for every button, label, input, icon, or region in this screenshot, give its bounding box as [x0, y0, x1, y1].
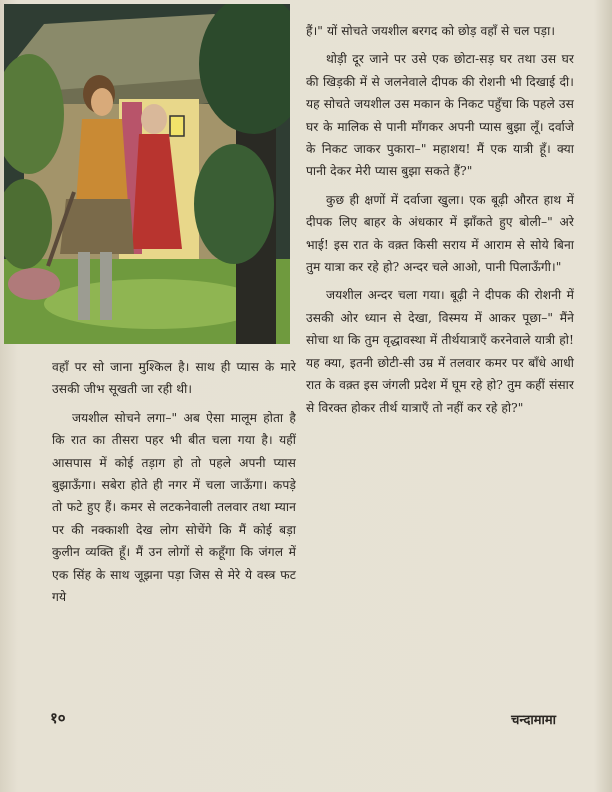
story-illustration	[4, 4, 290, 344]
page-number: १०	[50, 709, 66, 727]
traveller-leg-right	[100, 252, 112, 320]
traveller-face	[91, 88, 113, 116]
paragraph: कुछ ही क्षणों में दर्वाजा खुला। एक बूढ़ी औरत हाथ में दीपक लिए बाहर के अंधकार में झाँकते हुए बोली–" अरे भाई! इस रात के वक़्त किसी सराय में आराम से सोये बिना तुम यात्रा कर रहे हो? अन्दर चले आओ, पानी पिलाऊँगी।"	[306, 192, 574, 275]
left-text-column	[52, 356, 296, 608]
paragraph: जयशील अन्दर चला गया। बूढ़ी ने दीपक की रोशनी में उसकी ओर ध्यान से देखा, विस्मय में आकर पूछा–" मैंने सोचा था कि तुम वृद्धावस्था में तीर्थयात्राएँ करनेवाले यात्री हो! यह क्या, इतनी छोटी-सी उम्र में तलवार कमर पर बाँधे आधी रात के वक़्त इस जंगली प्रदेश में घूम रहे हो? तुम कहीं संसार से विरक्त होकर तीर्थ यात्राएँ तो नहीं कर रहे हो?"	[306, 288, 574, 415]
magazine-name: चन्दामामा	[511, 713, 556, 728]
old-woman-head	[141, 104, 167, 134]
rock	[8, 268, 60, 300]
paragraph: थोड़ी दूर जाने पर उसे एक छोटा-सड़ घर तथा उस घर की खिड़की में से जलनेवाले दीपक की रोशनी भी दिखाई दी। यह सोचते जयशील उस मकान के निकट पहुँचा कि पहले उस घर के मालिक से पानी माँगकर अपनी प्यास बुझा लूँ। दर्वाजे के निकट जाकर पुकारा–" महाशय! मैं एक यात्री हूँ। क्या पानी देकर मेरी प्यास बुझा सकते हैं?"	[306, 52, 574, 179]
paragraph: जयशील सोचने लगा–" अब ऐसा मालूम होता है कि रात का तीसरा पहर भी बीत चला गया है। यहीं आसपास में कोई तड़ाग हो तो पहले अपनी प्यास बुझाऊँगा। सबेरा होते ही नगर में चला जाऊँगा। कपड़े तो फटे हुए हैं। कमर से लटकनेवाली तलवार तथा म्यान पर की नक्काशी देख लोग सोचेंगे कि मैं कोई बड़ा कुलीन व्यक्ति हूँ। मैं उन लोगों से कहूँगा कि जंगल में एक सिंह के साथ जूझना पड़ा जिस से मेरे ये वस्त्र फट गये	[52, 410, 296, 605]
traveller-tunic	[76, 119, 128, 204]
illustration-drawing	[4, 4, 290, 344]
tree-foliage-lower	[194, 144, 274, 264]
paragraph: वहाँ पर सो जाना मुश्किल है। साथ ही प्यास के मारे उसकी जीभ सूखती जा रही थी।	[52, 360, 296, 397]
grass-highlight	[44, 279, 264, 329]
traveller-dhoti	[60, 199, 134, 254]
lantern-icon	[170, 116, 184, 136]
paragraph: हैं।" यों सोचते जयशील बरगद को छोड़ वहाँ से चल पड़ा।	[306, 24, 556, 38]
right-text-column	[306, 20, 574, 419]
traveller-leg-left	[78, 252, 90, 320]
